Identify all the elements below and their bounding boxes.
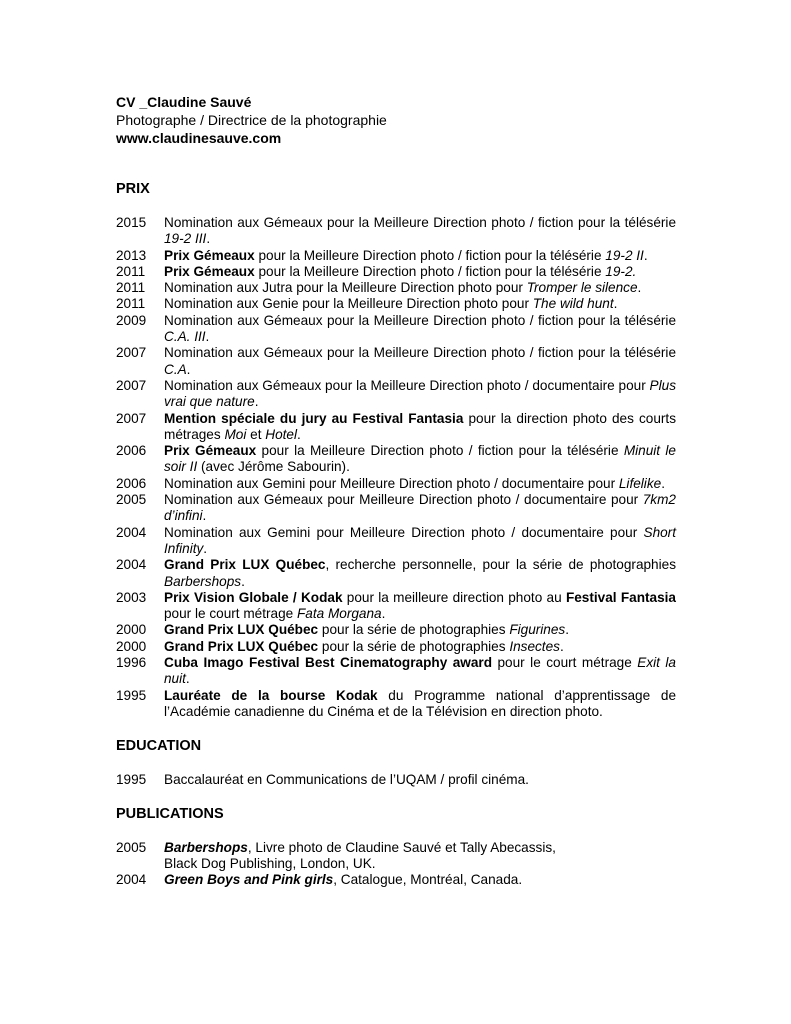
entry-text-part: . <box>186 361 191 377</box>
entry-text-part: Nomination aux Gémeaux pour la Meilleure Direction photo / fiction pour la télésérie <box>164 215 676 230</box>
entry-text-part: Minuit le soir II <box>164 443 676 475</box>
entry-text-part: Moi <box>224 426 247 442</box>
entry-text-part: Plus vrai que nature <box>164 377 676 410</box>
entry-text-part: Lifelike <box>618 475 662 491</box>
entry-text-part: , Catalogue, Montréal, Canada. <box>333 872 523 888</box>
prix-entry <box>116 492 676 525</box>
entry-text-part: Grand Prix LUX Québec <box>164 638 319 654</box>
section-prix <box>116 180 676 720</box>
prix-entry <box>116 639 676 655</box>
entry-year: 2004 <box>116 557 147 573</box>
entry-year: 2006 <box>116 443 147 459</box>
prix-entry <box>116 688 676 721</box>
entry-text <box>164 248 676 264</box>
entry-text <box>164 296 676 312</box>
section-heading-prix: PRIX <box>116 181 150 197</box>
entry-text-part: . <box>202 508 207 524</box>
entry-text-part: et <box>246 426 266 442</box>
entry-text-part: Mention spéciale du jury au Festival Fantasia <box>164 410 464 426</box>
prix-entry <box>116 248 676 264</box>
entry-text-part: Short Infinity <box>164 524 676 556</box>
entry-text-part: . <box>559 638 564 654</box>
entry-text <box>164 280 676 296</box>
entry-year: 2003 <box>116 589 147 605</box>
entry-text-part: Nomination aux Gemini pour Meilleure Direction photo / documentaire pour <box>164 524 644 540</box>
entry-year: 2007 <box>116 410 147 426</box>
entry-year: 2000 <box>116 622 147 638</box>
entry-text-part: pour la série de photographies <box>318 622 510 638</box>
entry-text-part: Lauréate de la bourse Kodak <box>164 687 378 703</box>
entry-text-part: Green Boys and Pink girls <box>164 872 334 888</box>
entry-text-part: Black Dog Publishing, London, UK. <box>164 855 376 871</box>
entry-text-part: Figurines <box>509 622 566 638</box>
entry-text-part: Prix Vision Globale / Kodak <box>164 589 343 605</box>
prix-entry <box>116 525 676 558</box>
entry-text <box>164 378 676 411</box>
entry-text-part: . <box>637 280 642 296</box>
entry-text-part: pour la direction photo des courts métrages <box>164 410 676 442</box>
entry-text-part: Grand Prix LUX Québec <box>164 557 326 573</box>
entry-text <box>164 840 676 873</box>
prix-list <box>116 215 676 720</box>
entry-text-part: Nomination aux Gémeaux pour la Meilleure Direction photo / documentaire pour <box>164 377 650 393</box>
entry-text-part: . <box>613 296 618 312</box>
entry-text-part: , Livre photo de Claudine Sauvé et Tally Abecassis, <box>247 839 556 855</box>
entry-text-part: 19-2 III <box>164 231 207 247</box>
entry-text-part: Nomination aux Jutra pour la Meilleure Direction photo pour <box>164 280 527 296</box>
entry-text <box>164 476 676 492</box>
entry-text-part: . <box>241 573 245 589</box>
prix-entry <box>116 264 676 280</box>
entry-text-part: . <box>185 671 190 687</box>
entry-text-part: . <box>206 231 211 247</box>
entry-text <box>164 411 676 444</box>
entry-text <box>164 772 676 788</box>
publications-list <box>116 840 676 889</box>
cv-header <box>116 93 676 147</box>
entry-year: 1995 <box>116 772 147 788</box>
section-education <box>116 737 676 788</box>
entry-text-part: 19-2. <box>605 263 637 279</box>
entry-year: 2005 <box>116 839 147 855</box>
entry-text-part: pour la série de photographies <box>318 638 510 654</box>
entry-year: 2015 <box>116 215 147 230</box>
entry-text-part: Tromper le silence <box>526 280 638 296</box>
entry-text <box>164 688 676 721</box>
entry-text <box>164 590 676 623</box>
cv-role: Photographe / Directrice de la photographie <box>116 112 387 128</box>
entry-text-part: . <box>254 394 259 410</box>
entry-text-part: Exit la nuit <box>164 655 676 687</box>
entry-text-part: 7km2 d’infini <box>164 492 676 524</box>
entry-text-part: . <box>296 426 301 442</box>
prix-entry <box>116 411 676 444</box>
entry-year: 2007 <box>116 377 147 393</box>
publications-entry <box>116 840 676 873</box>
entry-text-part: Baccalauréat en Communications de l’UQAM / profil cinéma. <box>164 772 529 788</box>
entry-text-part: Fata Morgana <box>296 606 382 622</box>
entry-text-part: Prix Gémeaux <box>164 263 255 279</box>
prix-entry <box>116 590 676 623</box>
entry-text-part: C.A <box>164 361 187 377</box>
entry-year: 2005 <box>116 492 147 508</box>
entry-year: 2009 <box>116 312 147 328</box>
entry-text-part: . <box>661 475 665 491</box>
entry-text <box>164 639 676 655</box>
entry-text <box>164 622 676 638</box>
entry-year: 1995 <box>116 687 147 703</box>
entry-text-part: pour la Meilleure Direction photo / fiction pour la télésérie <box>254 263 606 279</box>
prix-entry <box>116 313 676 346</box>
prix-entry <box>116 557 676 590</box>
entry-text-part: pour la meilleure direction photo au <box>342 589 566 605</box>
entry-text-part: . <box>643 247 648 263</box>
entry-year: 2007 <box>116 345 147 361</box>
section-heading-education: EDUCATION <box>116 738 202 755</box>
prix-entry <box>116 345 676 378</box>
entry-year: 2011 <box>116 296 146 312</box>
entry-text <box>164 872 676 888</box>
prix-entry <box>116 215 676 248</box>
entry-text-part: Prix Gémeaux <box>164 247 255 263</box>
entry-text-part: Prix Gémeaux <box>164 443 257 459</box>
prix-entry <box>116 296 676 312</box>
entry-text-part: Barbershops <box>164 573 242 589</box>
entry-text-part: (avec Jérôme Sabourin). <box>197 459 350 475</box>
entry-text-part: pour le court métrage <box>492 655 638 671</box>
entry-text-part: Festival Fantasia <box>565 589 676 605</box>
entry-text-part: , recherche personnelle, pour la série de photographies <box>325 557 676 573</box>
entry-text <box>164 655 676 688</box>
section-publications <box>116 805 676 889</box>
entry-text-part: Hotel <box>265 426 297 442</box>
entry-text-part: Nomination aux Genie pour la Meilleure Direction photo pour <box>164 296 533 312</box>
entry-text <box>164 313 676 346</box>
entry-text-part: Nomination aux Gémeaux pour Meilleure Direction photo / documentaire pour <box>164 492 643 508</box>
entry-year: 2000 <box>116 638 147 654</box>
entry-text-part: . <box>203 540 208 556</box>
entry-text-part: Cuba Imago Festival Best Cinematography award <box>164 655 493 671</box>
entry-text-part: pour le court métrage <box>164 606 297 622</box>
education-entry <box>116 772 676 788</box>
cv-title: CV _Claudine Sauvé <box>116 94 252 110</box>
entry-text <box>164 525 676 558</box>
entry-year: 2011 <box>116 280 146 296</box>
entry-text-part: Insectes <box>509 638 560 654</box>
entry-text-part: . <box>381 606 386 622</box>
prix-entry <box>116 378 676 411</box>
prix-entry <box>116 622 676 638</box>
entry-text <box>164 215 676 248</box>
entry-text <box>164 492 676 525</box>
entry-text-part: Nomination aux Gemini pour Meilleure Direction photo / documentaire pour <box>164 475 619 491</box>
entry-text-part: Barbershops <box>164 839 248 855</box>
entry-text <box>164 264 676 280</box>
entry-text-part: pour la Meilleure Direction photo / fiction pour la télésérie <box>254 247 606 263</box>
entry-text-part: C.A. III <box>164 329 206 345</box>
entry-text-part: . <box>205 329 210 345</box>
entry-year: 1996 <box>116 655 147 671</box>
entry-text <box>164 443 676 476</box>
entry-year: 2011 <box>116 263 146 279</box>
prix-entry <box>116 280 676 296</box>
entry-text-part: pour la Meilleure Direction photo / fiction pour la télésérie <box>256 443 624 459</box>
entry-text-part: Nomination aux Gémeaux pour la Meilleure Direction photo / fiction pour la télésérie <box>164 345 676 361</box>
entry-year: 2004 <box>116 872 147 888</box>
entry-text-part: du Programme national d’apprentissage de l’Académie canadienne du Cinéma et de la Télévision en direction photo. <box>164 687 677 719</box>
entry-year: 2004 <box>116 524 147 540</box>
prix-entry <box>116 655 676 688</box>
entry-year: 2006 <box>116 475 147 491</box>
entry-text <box>164 345 676 378</box>
prix-entry <box>116 476 676 492</box>
entry-text <box>164 557 676 590</box>
entry-year: 2013 <box>116 247 147 263</box>
cv-page <box>116 93 676 888</box>
entry-text-part: Grand Prix LUX Québec <box>164 622 319 638</box>
entry-text-part: 19-2 II <box>605 247 644 263</box>
section-heading-publications: PUBLICATIONS <box>116 805 224 822</box>
prix-entry <box>116 443 676 476</box>
entry-text-part: The wild hunt <box>532 296 614 312</box>
entry-text-part: . <box>565 622 570 638</box>
website-link[interactable]: www.claudinesauve.com <box>116 130 282 146</box>
education-list <box>116 772 676 788</box>
entry-text-part: Nomination aux Gémeaux pour la Meilleure Direction photo / fiction pour la télésérie <box>164 312 676 328</box>
publications-entry <box>116 872 676 888</box>
